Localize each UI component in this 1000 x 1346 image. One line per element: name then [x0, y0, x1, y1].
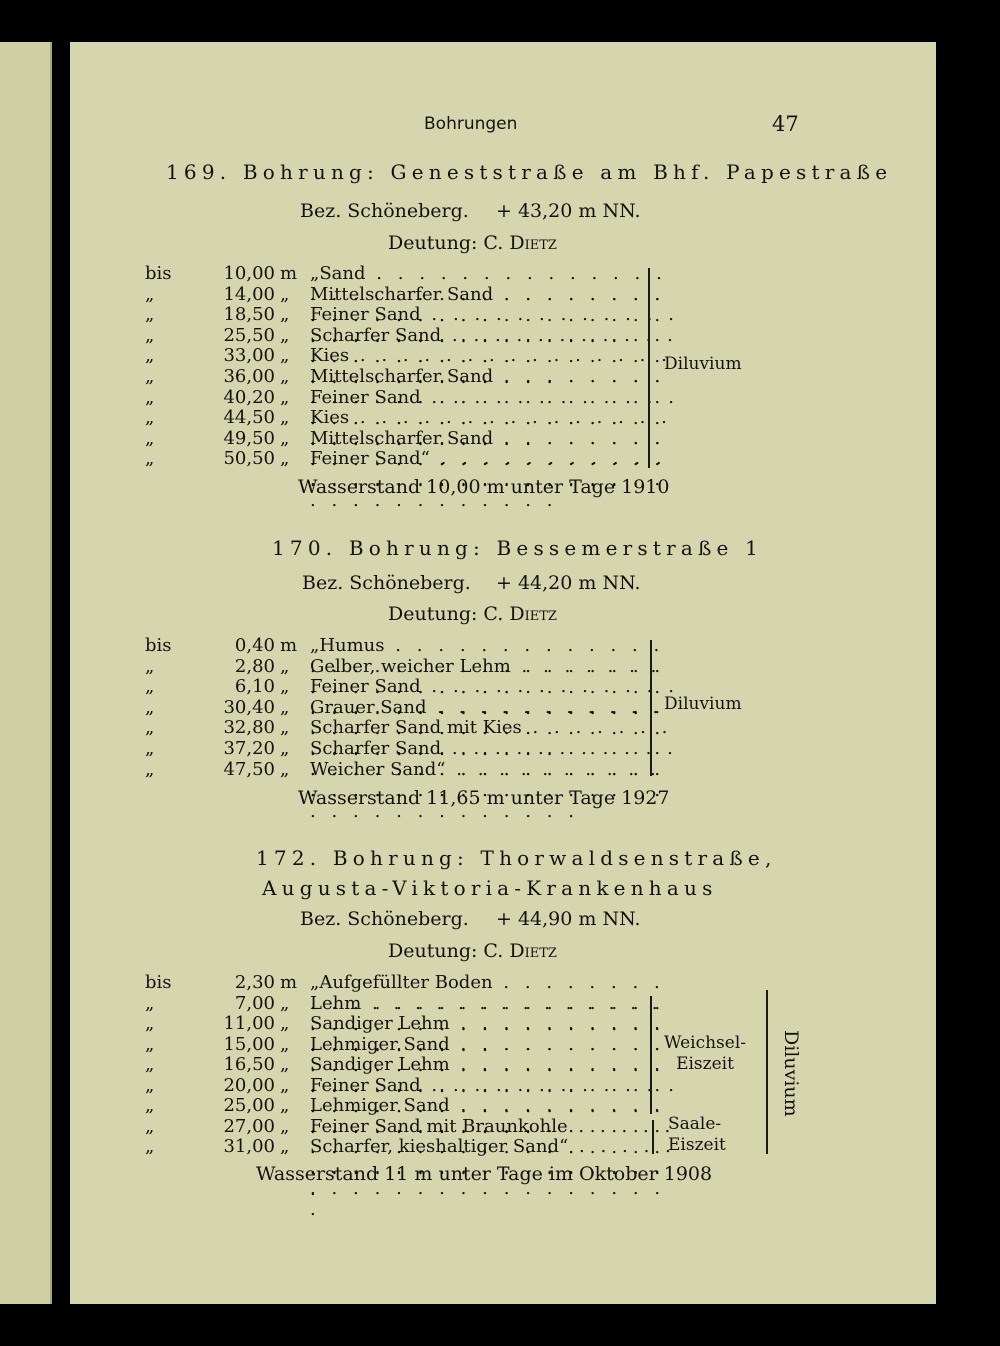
row-depth: 7,00: [234, 992, 275, 1014]
section-170-group-label: Diluvium: [664, 694, 742, 714]
table-row: [145, 304, 645, 325]
table-row: [145, 407, 645, 428]
table-row: [145, 1136, 645, 1157]
row-description: Lehmiger Sand . . .: [310, 1095, 680, 1158]
row-unit: „: [280, 1074, 290, 1096]
row-prefix: „: [145, 1054, 155, 1075]
section-169-brace: [648, 268, 650, 468]
table-row: [145, 656, 645, 677]
row-depth: 10,00: [223, 263, 275, 284]
row-unit: „: [280, 345, 290, 367]
row-prefix: „: [145, 283, 155, 305]
row-prefix: bis: [145, 263, 172, 284]
row-description: Scharfer Sand mit Kies . . .: [310, 717, 680, 780]
row-prefix: bis: [145, 635, 172, 656]
row-prefix: „: [145, 324, 155, 346]
table-row: [145, 993, 645, 1014]
row-description: Mittelscharfer Sand . . .: [310, 428, 680, 491]
row-description: Feiner Sand“ . . .: [310, 448, 680, 511]
row-unit: „: [280, 407, 290, 429]
section-172-district: Bez. Schöneberg.: [300, 908, 469, 930]
row-description: Mittelscharfer Sand . . .: [310, 366, 680, 429]
row-description: Scharfer Sand . . .: [310, 325, 680, 388]
table-row: [145, 697, 645, 718]
table-row: [145, 428, 645, 449]
section-169-water-level: Wasserstand 10,00 m unter Tage 1910: [298, 476, 670, 498]
row-prefix: „: [145, 992, 155, 1014]
row-depth: 11,00: [223, 1013, 275, 1034]
row-prefix: „: [145, 1136, 155, 1157]
section-170-interpretation: Deutung: C. Dietz: [388, 603, 557, 625]
row-prefix: „: [145, 448, 155, 470]
section-172-title-line2: Augusta-Viktoria-Krankenhaus: [262, 876, 718, 900]
row-description: Scharfer Sand . . .: [310, 738, 680, 801]
row-prefix: „: [145, 366, 155, 387]
section-169-district: Bez. Schöneberg.: [300, 200, 469, 222]
table-row: [145, 1013, 645, 1034]
row-depth: 40,20: [223, 386, 275, 408]
row-prefix: „: [145, 1115, 155, 1137]
row-unit: „: [280, 655, 290, 677]
section-172-water-level: Wasserstand 11 m unter Tage im Oktober 1908: [256, 1163, 713, 1185]
running-title: Bohrungen: [424, 114, 518, 134]
table-row: [145, 325, 645, 346]
section-172-weichsel-brace: [650, 996, 652, 1114]
page-number: 47: [772, 112, 799, 136]
row-prefix: „: [145, 1074, 155, 1096]
row-description: Sandiger Lehm . . .: [310, 1054, 680, 1117]
section-172-outer-brace: [766, 990, 768, 1154]
row-depth: 2,30: [234, 972, 275, 993]
row-description: Sandiger Lehm . . .: [310, 1013, 680, 1076]
row-depth: 49,50: [223, 427, 275, 449]
row-prefix: „: [145, 1095, 155, 1116]
row-depth: 0,40: [234, 635, 275, 656]
table-row: [145, 738, 645, 759]
row-unit: „: [280, 448, 290, 470]
row-prefix: „: [145, 427, 155, 449]
row-unit: „: [280, 738, 290, 759]
row-description: „Aufgefüllter Boden . . .: [310, 972, 680, 1035]
row-depth: 14,00: [223, 283, 275, 305]
row-prefix: „: [145, 696, 155, 718]
row-unit: „: [280, 1033, 290, 1055]
section-172-outer-label: Diluvium: [780, 1030, 802, 1117]
section-170-elevation: + 44,20 m NN.: [496, 572, 641, 594]
row-depth: 36,00: [223, 366, 275, 387]
table-row: [145, 717, 645, 738]
row-description: Kies . . .: [310, 345, 680, 408]
row-unit: m: [280, 635, 298, 656]
row-prefix: „: [145, 758, 155, 780]
row-unit: „: [280, 386, 290, 408]
table-row: [145, 1075, 645, 1096]
row-unit: „: [280, 304, 290, 326]
table-row: [145, 284, 645, 305]
row-description: Grauer Sand . . .: [310, 697, 680, 760]
row-description: Kies . . .: [310, 407, 680, 470]
section-172-elevation: + 44,90 m NN.: [496, 908, 641, 930]
section-170-title: 170. Bohrung: Bessemerstraße 1: [272, 536, 764, 560]
row-prefix: „: [145, 1033, 155, 1055]
table-row: [145, 387, 645, 408]
section-169-group-label: Diluvium: [664, 354, 742, 374]
row-depth: 25,50: [223, 324, 275, 346]
row-unit: „: [280, 1115, 290, 1137]
row-depth: 47,50: [223, 758, 275, 780]
table-row: [145, 263, 645, 284]
table-row: [145, 972, 645, 993]
row-description: Lehmiger Sand . . .: [310, 1034, 680, 1097]
table-row: [145, 366, 645, 387]
section-172-interpretation: Deutung: C. Dietz: [388, 940, 557, 962]
row-description: Gelber, weicher Lehm . . .: [310, 656, 680, 719]
row-unit: „: [280, 366, 290, 387]
row-unit: „: [280, 758, 290, 780]
row-unit: „: [280, 324, 290, 346]
section-172-weichsel-label: Weichsel- Eiszeit: [664, 1033, 747, 1074]
row-unit: „: [280, 696, 290, 718]
table-row: [145, 448, 645, 469]
row-description: Feiner Sand . . .: [310, 1075, 680, 1138]
row-depth: 18,50: [223, 304, 275, 326]
row-depth: 16,50: [223, 1054, 275, 1075]
table-row: [145, 1116, 645, 1137]
row-unit: „: [280, 717, 290, 739]
table-row: [145, 635, 645, 656]
row-description: „Humus . . .: [310, 635, 680, 698]
row-prefix: „: [145, 304, 155, 326]
row-depth: 6,10: [234, 676, 275, 698]
section-172-saale-label: Saale- Eiszeit: [668, 1114, 726, 1155]
row-depth: 44,50: [223, 407, 275, 429]
row-depth: 20,00: [223, 1074, 275, 1096]
row-prefix: „: [145, 676, 155, 698]
row-unit: „: [280, 1136, 290, 1157]
section-170-district: Bez. Schöneberg.: [302, 572, 471, 594]
row-depth: 50,50: [223, 448, 275, 470]
row-unit: „: [280, 1013, 290, 1034]
row-description: Feiner Sand mit Braunkohle . . .: [310, 1116, 680, 1200]
row-prefix: bis: [145, 972, 172, 993]
row-unit: „: [280, 427, 290, 449]
row-prefix: „: [145, 407, 155, 429]
section-172-saale-brace: [652, 1120, 654, 1154]
table-row: [145, 759, 645, 780]
row-prefix: „: [145, 655, 155, 677]
section-170-water-level: Wasserstand 11,65 m unter Tage 1927: [298, 787, 670, 809]
row-unit: „: [280, 1054, 290, 1075]
row-description: Scharfer, kieshaltiger Sand“ . . .: [310, 1136, 680, 1220]
row-unit: m: [280, 972, 298, 993]
row-prefix: „: [145, 345, 155, 367]
row-depth: 37,20: [223, 738, 275, 759]
row-description: Feiner Sand . . .: [310, 387, 680, 450]
table-row: [145, 676, 645, 697]
row-description: Weicher Sand“ . . .: [310, 759, 680, 822]
section-170-brace: [650, 640, 652, 776]
row-description: „Sand . . .: [310, 263, 680, 326]
table-row: [145, 1034, 645, 1055]
section-169-title: 169. Bohrung: Geneststraße am Bhf. Papestraße: [166, 160, 893, 184]
row-depth: 25,00: [223, 1095, 275, 1116]
row-description: Feiner Sand . . .: [310, 676, 680, 739]
row-unit: „: [280, 283, 290, 305]
row-description: Mittelscharfer Sand . . .: [310, 284, 680, 347]
row-depth: 32,80: [223, 717, 275, 739]
row-depth: 15,00: [223, 1033, 275, 1055]
section-169-elevation: + 43,20 m NN.: [496, 200, 641, 222]
row-unit: „: [280, 992, 290, 1014]
row-description: Feiner Sand . . .: [310, 304, 680, 367]
row-prefix: „: [145, 1013, 155, 1034]
section-169-interpretation: Deutung: C. Dietz: [388, 232, 557, 254]
row-description: Lehm . . .: [310, 993, 680, 1056]
row-depth: 27,00: [223, 1115, 275, 1137]
row-prefix: „: [145, 386, 155, 408]
row-depth: 30,40: [223, 696, 275, 718]
row-prefix: „: [145, 717, 155, 739]
table-row: [145, 1095, 645, 1116]
row-unit: „: [280, 676, 290, 698]
row-depth: 33,00: [223, 345, 275, 367]
row-unit: m: [280, 263, 298, 284]
row-depth: 31,00: [223, 1136, 275, 1157]
table-row: [145, 1054, 645, 1075]
table-row: [145, 345, 645, 366]
row-unit: „: [280, 1095, 290, 1116]
row-depth: 2,80: [234, 655, 275, 677]
row-prefix: „: [145, 738, 155, 759]
left-page-edge: [0, 42, 52, 1304]
section-172-title-line1: 172. Bohrung: Thorwaldsenstraße,: [256, 846, 777, 870]
